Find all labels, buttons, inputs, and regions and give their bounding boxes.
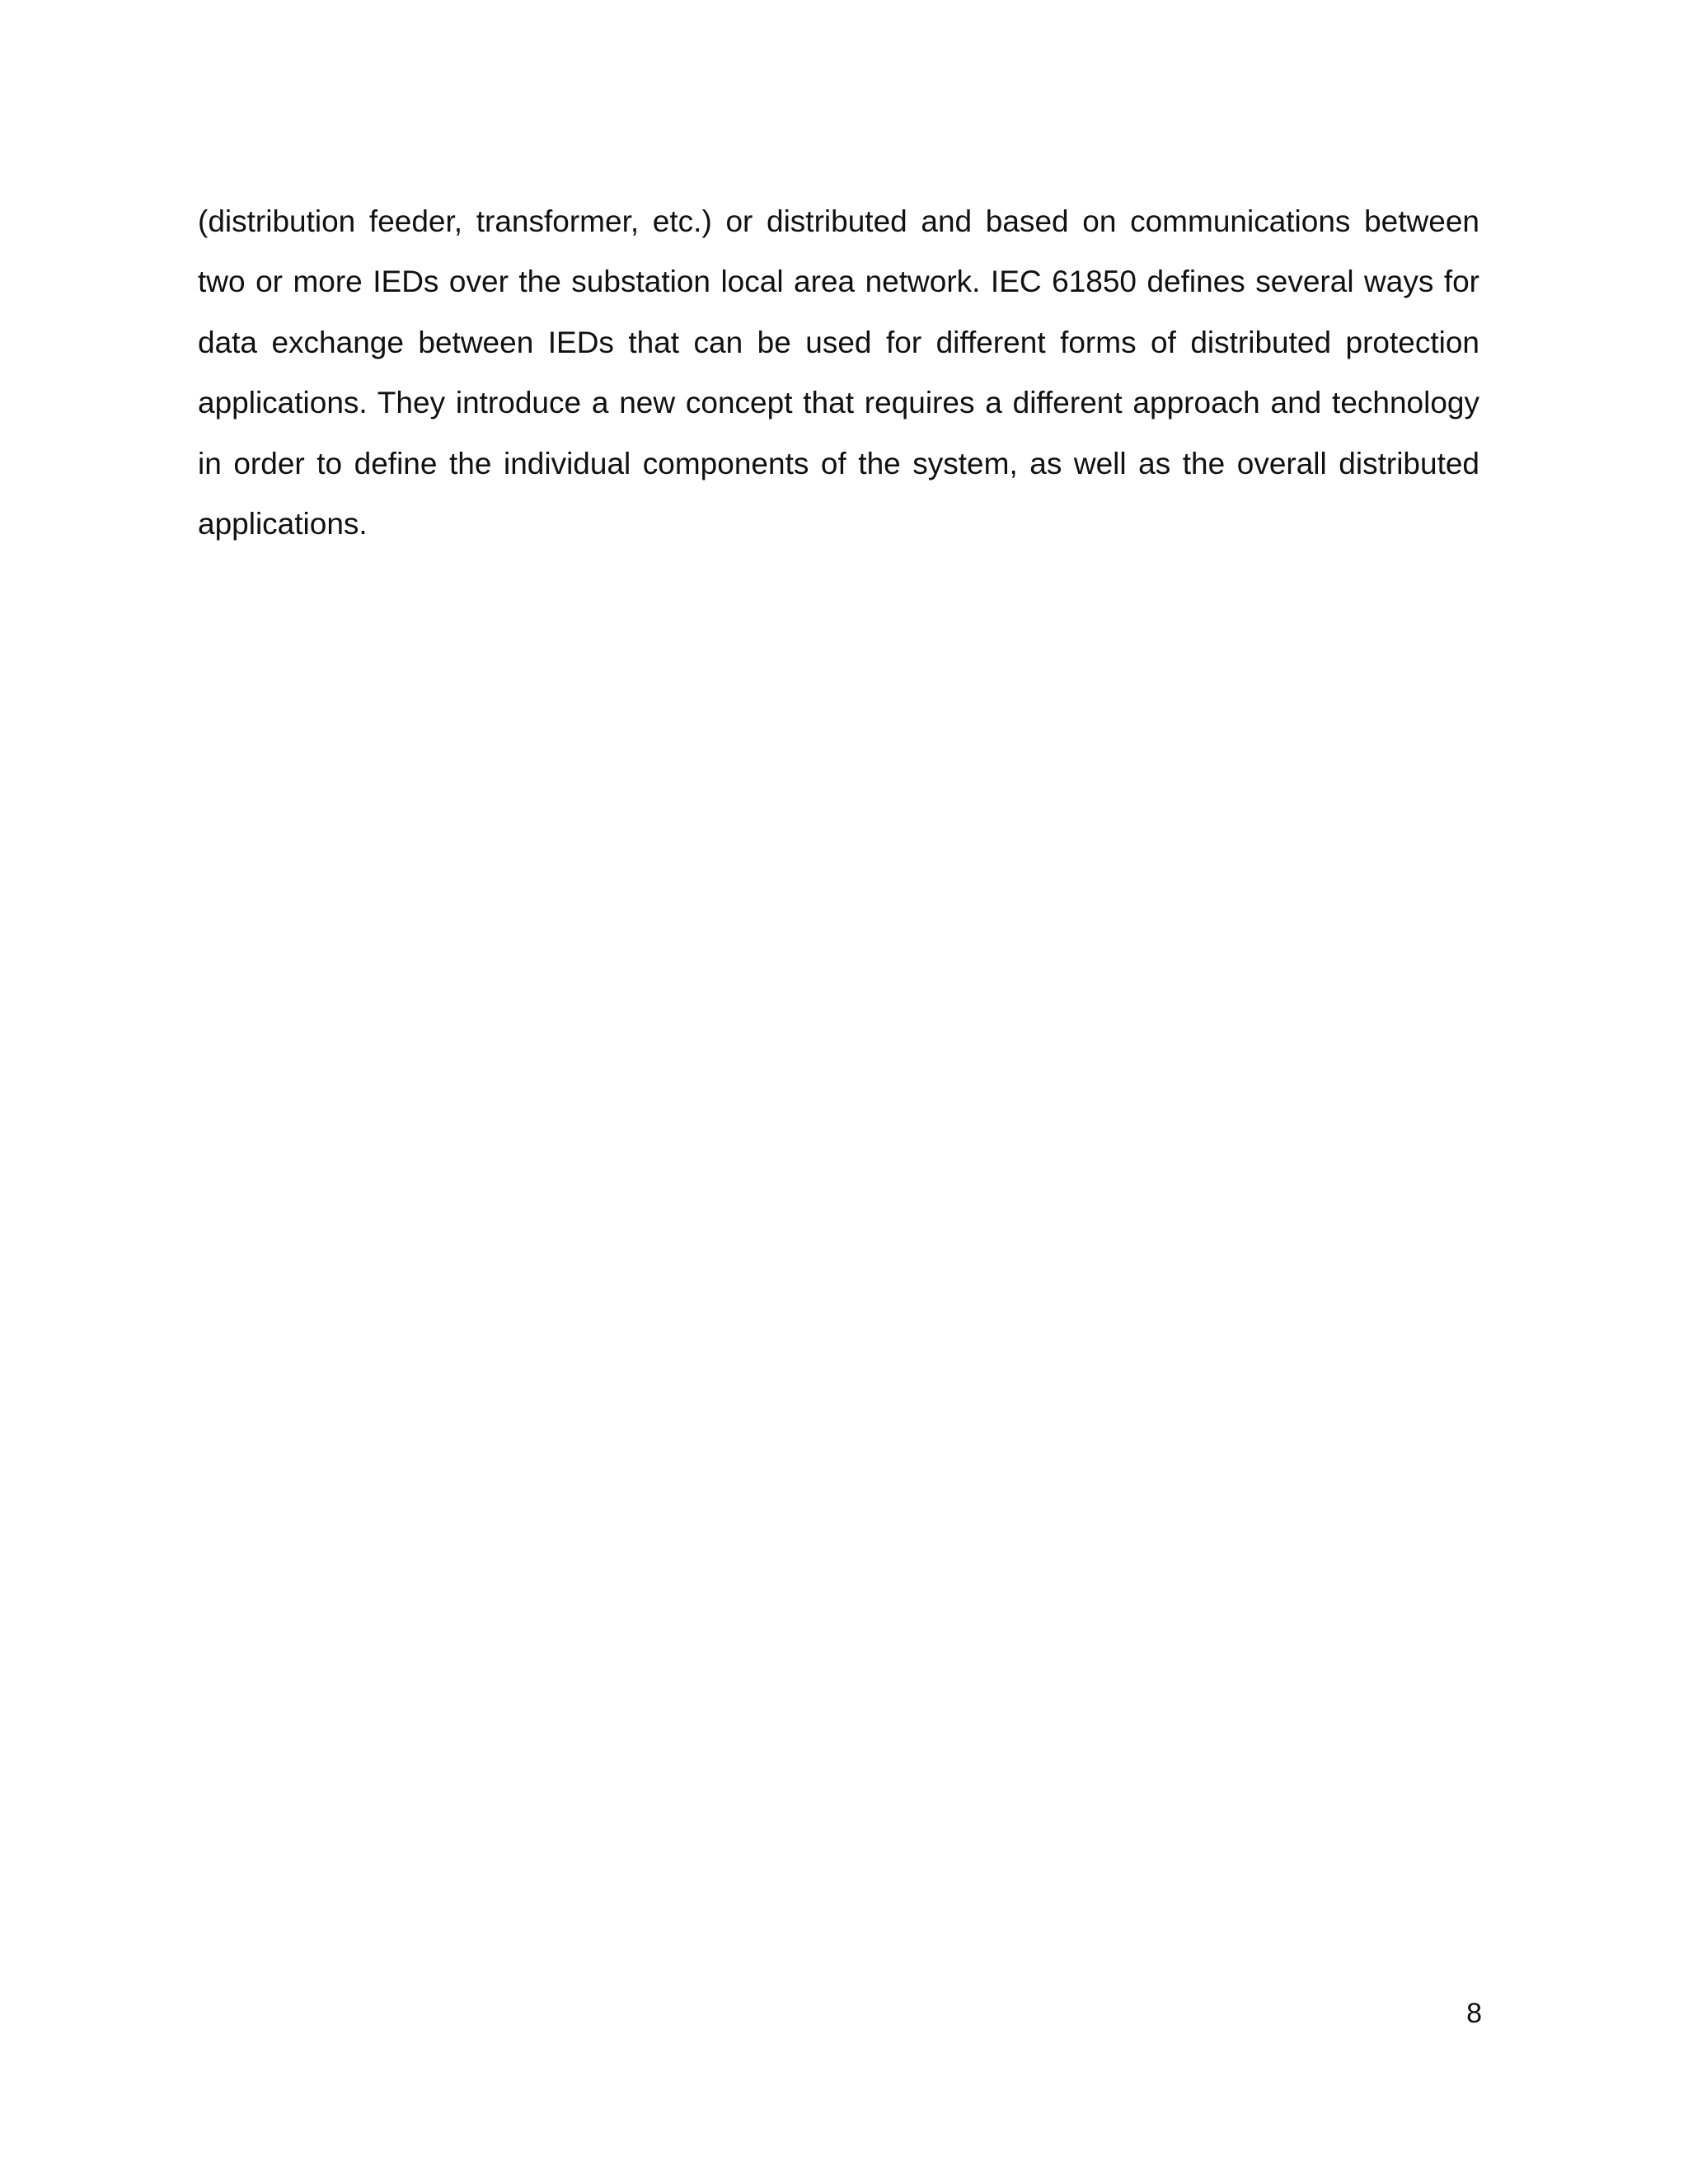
page-number: 8: [1466, 1998, 1482, 2029]
paragraph-line-5: in order to define the individual components of the system, as well as the overall distributed: [198, 446, 1479, 480]
paragraph-line-6: applications.: [198, 507, 368, 541]
paragraph-line-2: two or more IEDs over the substation local area network. IEC 61850 defines several ways for: [198, 265, 1479, 299]
body-paragraph: [198, 191, 1479, 554]
paragraph-line-4: applications. They introduce a new concept that requires a different approach and technology: [198, 386, 1479, 420]
paragraph-line-3: data exchange between IEDs that can be used for different forms of distributed protection: [198, 325, 1479, 359]
paragraph-line-1: (distribution feeder, transformer, etc.) or distributed and based on communications between: [198, 204, 1479, 238]
